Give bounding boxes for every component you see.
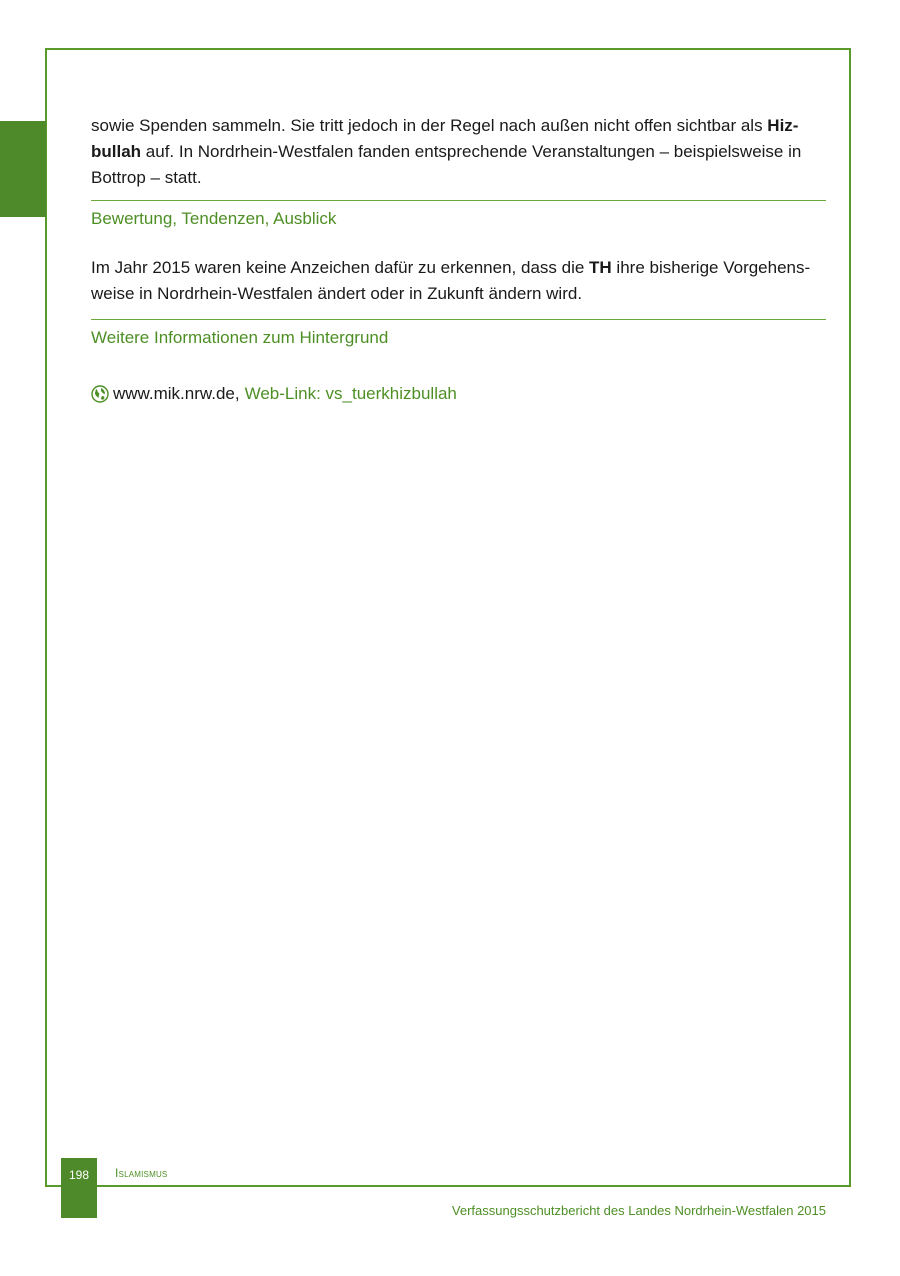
web-link-line xyxy=(91,382,826,406)
section-divider xyxy=(91,200,826,201)
chapter-label: Islamismus xyxy=(115,1166,168,1180)
link-prefix: www.mik.nrw.de, xyxy=(113,384,240,403)
intro-bold-hiz: Hiz- xyxy=(767,116,799,135)
section-divider xyxy=(91,319,826,320)
section-heading-weitere: Weitere Informationen zum Hintergrund xyxy=(91,328,389,347)
bewertung-text-after: ihre bisherige Vorgehens-weise in Nordrhein-Westfalen ändert oder in Zukunft ändern wird. xyxy=(91,258,811,303)
publication-footer: Verfassungsschutzbericht des Landes Nordrhein-Westfalen 2015 xyxy=(451,1203,826,1218)
intro-text-part2: auf. In Nordrhein-Westfalen fanden entsprechende Veranstaltungen – beispielsweise in Bottrop – statt. xyxy=(91,142,802,187)
intro-paragraph xyxy=(91,113,826,191)
intro-text-part1: sowie Spenden sammeln. Sie tritt jedoch in der Regel nach außen nicht offen sichtbar als xyxy=(91,116,768,135)
globe-icon xyxy=(91,385,109,403)
chapter-side-tab xyxy=(0,121,46,217)
section-heading-bewertung: Bewertung, Tendenzen, Ausblick xyxy=(91,209,337,228)
page-number: 198 xyxy=(61,1158,97,1218)
main-content xyxy=(91,113,826,406)
intro-bold-bullah: bullah xyxy=(91,142,142,161)
bewertung-bold-th: TH xyxy=(589,258,612,277)
bewertung-text-before: Im Jahr 2015 waren keine Anzeichen dafür zu erkennen, dass die xyxy=(91,258,590,277)
bewertung-paragraph xyxy=(91,255,826,307)
web-link[interactable]: Web-Link: vs_tuerkhizbullah xyxy=(244,384,457,403)
